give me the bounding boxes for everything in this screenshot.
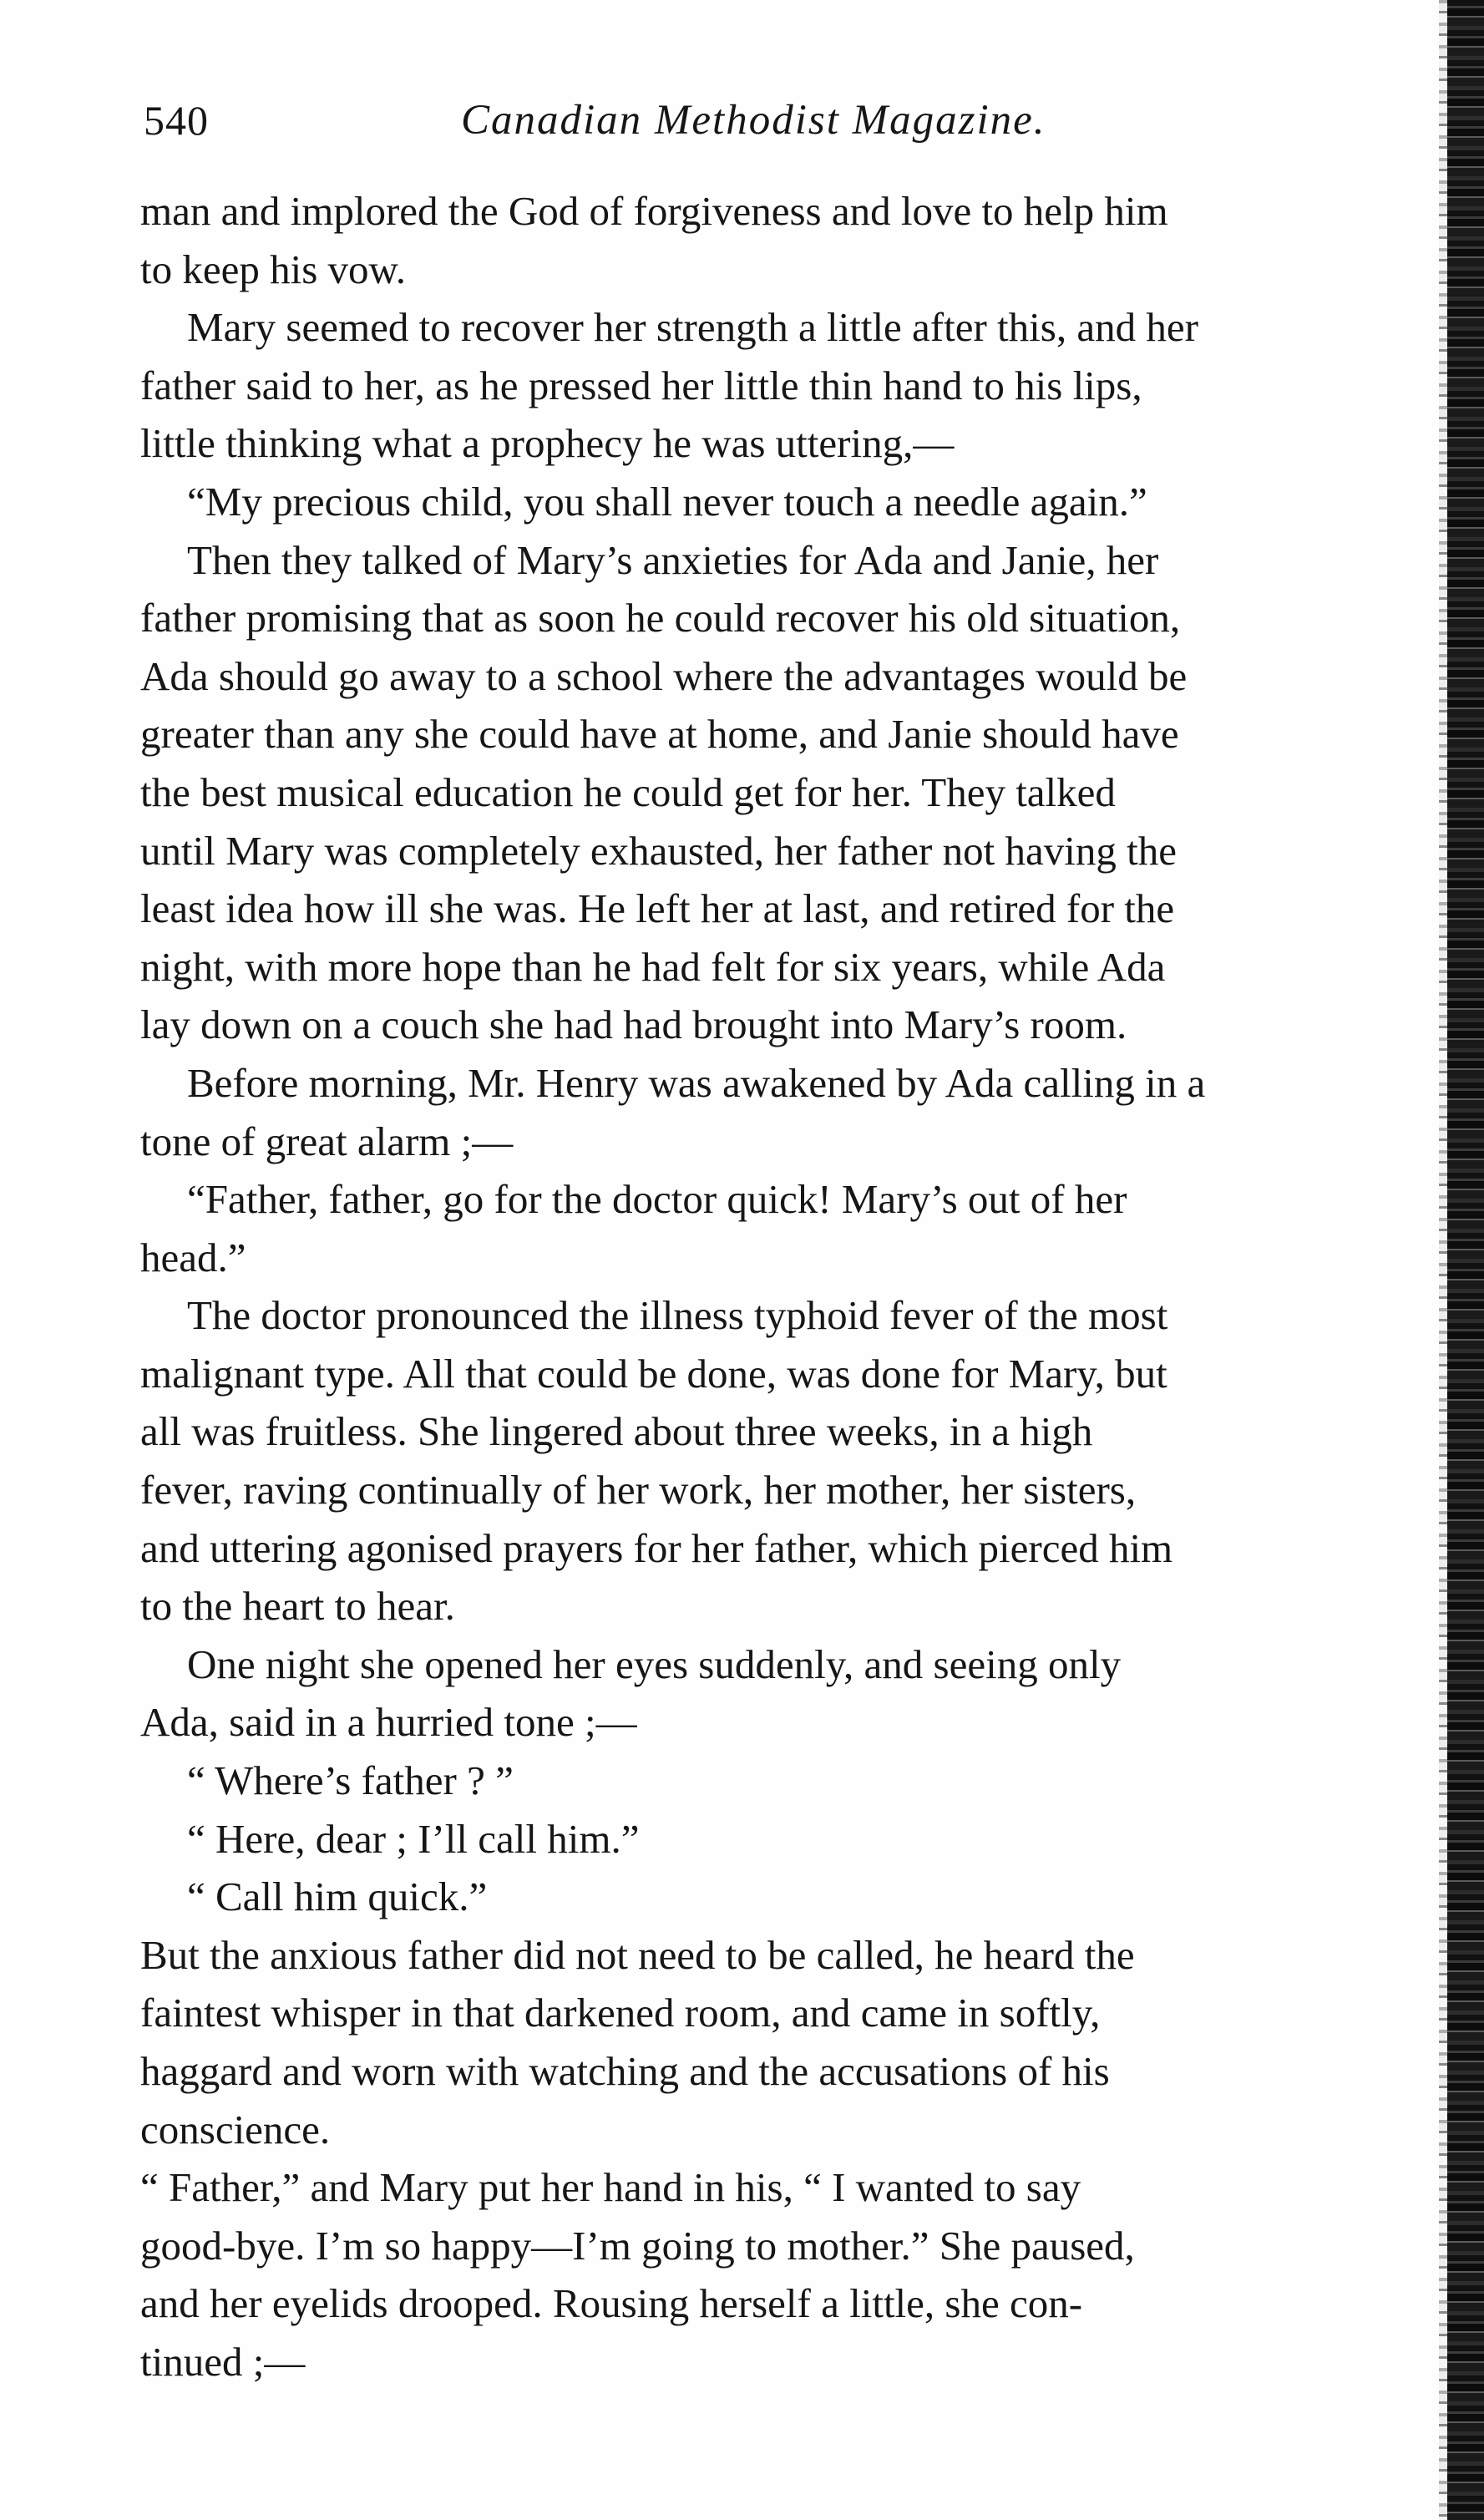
scan-binding-edge [1447,0,1484,2520]
text-line: all was fruitless. She lingered about three weeks, in a high [140,1408,1093,1455]
text-line: and her eyelids drooped. Rousing herself a little, she con- [140,2280,1083,2327]
text-line: “Father, father, go for the doctor quick! Mary’s out of her [187,1176,1127,1223]
text-line: until Mary was completely exhausted, her father not having the [140,827,1177,874]
text-line: little thinking what a prophecy he was uttering,— [140,420,955,467]
text-line: to the heart to hear. [140,1583,455,1630]
text-line: “ Call him quick.” [187,1874,488,1920]
page-header [144,87,1446,154]
body-text [140,182,1425,2391]
scan-edge-shadow [1439,0,1447,2520]
text-line: fever, raving continually of her work, her mother, her sisters, [140,1467,1137,1514]
text-line: One night she opened her eyes suddenly, and seeing only [187,1640,1122,1687]
text-line: faintest whisper in that darkened room, and came in softly, [140,1990,1101,2036]
text-line: malignant type. All that could be done, was done for Mary, but [140,1350,1167,1397]
text-line: and uttering agonised prayers for her father, which pierced him [140,1524,1173,1571]
text-line: head.” [140,1234,246,1280]
text-line: The doctor pronounced the illness typhoid fever of the most [187,1292,1168,1339]
text-line: tone of great alarm ;— [140,1118,514,1164]
text-line: “My precious child, you shall never touch a needle again.” [187,478,1147,525]
text-line: good-bye. I’m so happy—I’m going to mother.” She paused, [140,2222,1135,2269]
text-line: the best musical education he could get for her. They talked [140,768,1116,815]
text-line: “ Father,” and Mary put her hand in his, “ I wanted to say [140,2164,1081,2211]
text-line: to keep his vow. [140,246,406,292]
running-title: Canadian Methodist Magazine. [461,97,1046,144]
text-line: Before morning, Mr. Henry was awakened by Ada calling in a [187,1059,1206,1106]
text-line: father said to her, as he pressed her little thin hand to his lips, [140,362,1142,408]
text-line: tinued ;— [140,2338,306,2385]
text-line: Ada, said in a hurried tone ;— [140,1699,637,1746]
text-line: night, with more hope than he had felt for six years, while Ada [140,943,1166,990]
text-line: conscience. [140,2106,331,2152]
text-line: man and implored the God of forgiveness and love to help him [140,188,1168,234]
text-line: Mary seemed to recover her strength a little after this, and her [187,304,1198,351]
text-line: least idea how ill she was. He left her at last, and retired for the [140,885,1175,932]
text-line: But the anxious father did not need to be called, he heard the [140,1931,1135,1978]
text-line: father promising that as soon he could recover his old situation, [140,595,1181,641]
text-line: lay down on a couch she had had brought into Mary’s room. [140,1001,1127,1048]
text-line: Ada should go away to a school where the advantages would be [140,652,1188,699]
text-line: greater than any she could have at home, and Janie should have [140,711,1179,758]
text-line: Then they talked of Mary’s anxieties for Ada and Janie, her [187,536,1159,583]
text-line: “ Here, dear ; I’ll call him.” [187,1815,640,1862]
page-number: 540 [144,97,209,144]
text-line: “ Where’s father ? ” [187,1757,514,1804]
text-line: haggard and worn with watching and the accusations of his [140,2048,1110,2094]
